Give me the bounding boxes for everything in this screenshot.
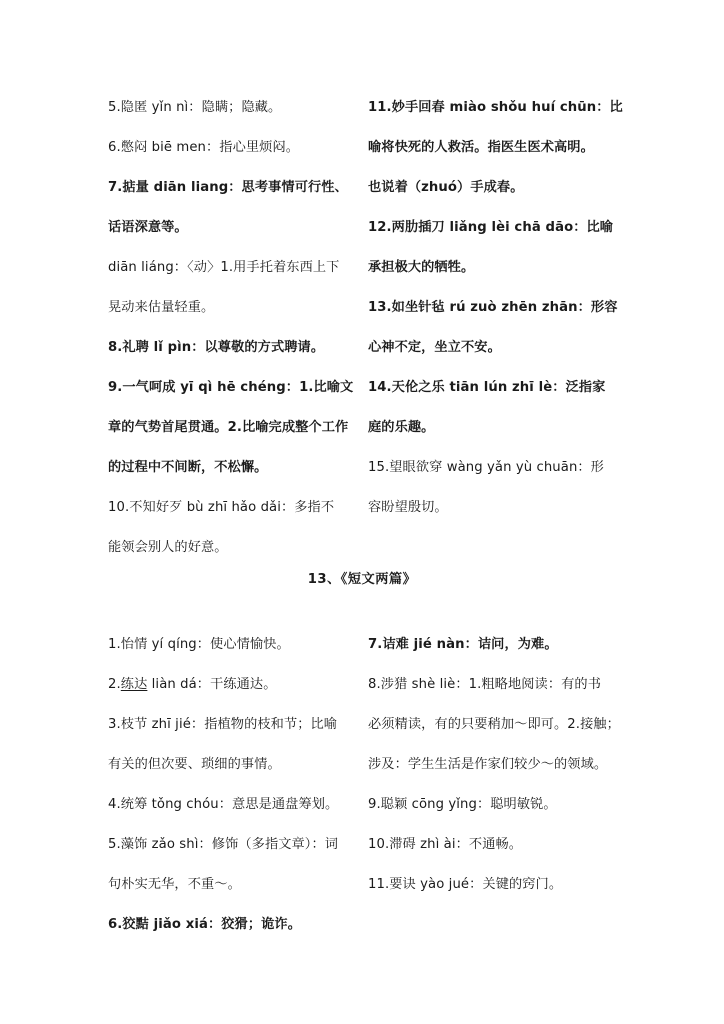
lower-left-line bbox=[108, 665, 356, 705]
upper-right-line: 也说着（zhuó）手成春。 bbox=[368, 180, 524, 195]
section-heading: 13、《短文两篇》 bbox=[307, 572, 417, 587]
upper-right-line: 13.如坐针毡 rú zuò zhēn zhān：形容 bbox=[368, 300, 618, 315]
upper-right-line: 11.妙手回春 miào shǒu huí chūn：比 bbox=[368, 100, 623, 115]
upper-right-line: 12.两肋插刀 liǎng lèi chā dāo：比喻 bbox=[368, 220, 614, 235]
lower-right-line: 7.诘难 jié nàn：诘问，为难。 bbox=[368, 637, 558, 652]
lower-left-line: 6.狡黠 jiǎo xiá：狡猾；诡诈。 bbox=[108, 917, 301, 932]
lower-right-column bbox=[368, 625, 620, 905]
lower-right-line: 11.要诀 yào jué：关键的窍门。 bbox=[368, 877, 563, 892]
lower-right-line: 涉及：学生生活是作家们较少～的领域。 bbox=[368, 757, 608, 772]
upper-left-line: 晃动来估量轻重。 bbox=[108, 300, 215, 315]
upper-left-line: 9.一气呵成 yī qì hē chéng：1.比喻文 bbox=[108, 380, 354, 395]
upper-left-line: 话语深意等。 bbox=[108, 220, 188, 235]
upper-right-line: 14.天伦之乐 tiān lún zhī lè：泛指家 bbox=[368, 380, 606, 395]
lower-left-line: 4.统筹 tǒng chóu：意思是通盘筹划。 bbox=[108, 797, 339, 812]
lower-left-line: 5.藻饰 zǎo shì：修饰（多指文章）：词 bbox=[108, 837, 339, 852]
upper-right-line: 喻将快死的人救活。指医生医术高明。 bbox=[368, 140, 594, 155]
entry-definition: liàn dá：干练通达。 bbox=[147, 677, 277, 692]
upper-left-line: 章的气势首尾贯通。2.比喻完成整个工作 bbox=[108, 420, 349, 435]
upper-left-line: 7.掂量 diān liang：思考事情可行性、 bbox=[108, 180, 348, 195]
upper-left-line: 8.礼聘 lǐ pìn：以尊敬的方式聘请。 bbox=[108, 340, 325, 355]
upper-left-line: diān liáng：〈动〉1.用手托着东西上下 bbox=[108, 260, 340, 275]
upper-right-line: 承担极大的牺牲。 bbox=[368, 260, 475, 275]
upper-left-line: 6.憋闷 biē men：指心里烦闷。 bbox=[108, 140, 300, 155]
upper-left-column bbox=[108, 88, 356, 568]
entry-number: 2. bbox=[108, 677, 121, 692]
upper-right-line: 15.望眼欲穿 wàng yǎn yù chuān：形 bbox=[368, 460, 604, 475]
lower-left-line: 句朴实无华，不重～。 bbox=[108, 877, 241, 892]
lower-right-line: 必须精读，有的只要稍加～即可。2.接触； bbox=[368, 717, 620, 732]
lower-right-line: 9.聪颖 cōng yǐng：聪明敏锐。 bbox=[368, 797, 557, 812]
lower-left-column bbox=[108, 625, 356, 945]
upper-left-line: 能领会别人的好意。 bbox=[108, 540, 228, 555]
lower-left-line: 有关的但次要、琐细的事情。 bbox=[108, 757, 281, 772]
lower-left-line: 1.怡情 yí qíng：使心情愉快。 bbox=[108, 637, 290, 652]
upper-left-line: 10.不知好歹 bù zhī hǎo dǎi：多指不 bbox=[108, 500, 335, 515]
upper-right-column bbox=[368, 88, 623, 528]
upper-right-line: 庭的乐趣。 bbox=[368, 420, 435, 435]
upper-left-line: 的过程中不间断，不松懈。 bbox=[108, 460, 268, 475]
lower-right-line: 10.滞碍 zhì ài：不通畅。 bbox=[368, 837, 523, 852]
lower-right-line: 8.涉猎 shè liè：1.粗略地阅读：有的书 bbox=[368, 677, 601, 692]
upper-right-line: 心神不定，坐立不安。 bbox=[368, 340, 501, 355]
lower-left-line: 3.枝节 zhī jié：指植物的枝和节；比喻 bbox=[108, 717, 338, 732]
upper-left-line: 5.隐匿 yǐn nì：隐瞒；隐藏。 bbox=[108, 100, 282, 115]
upper-right-line: 容盼望殷切。 bbox=[368, 500, 448, 515]
underlined-term: 练达 bbox=[120, 677, 148, 692]
